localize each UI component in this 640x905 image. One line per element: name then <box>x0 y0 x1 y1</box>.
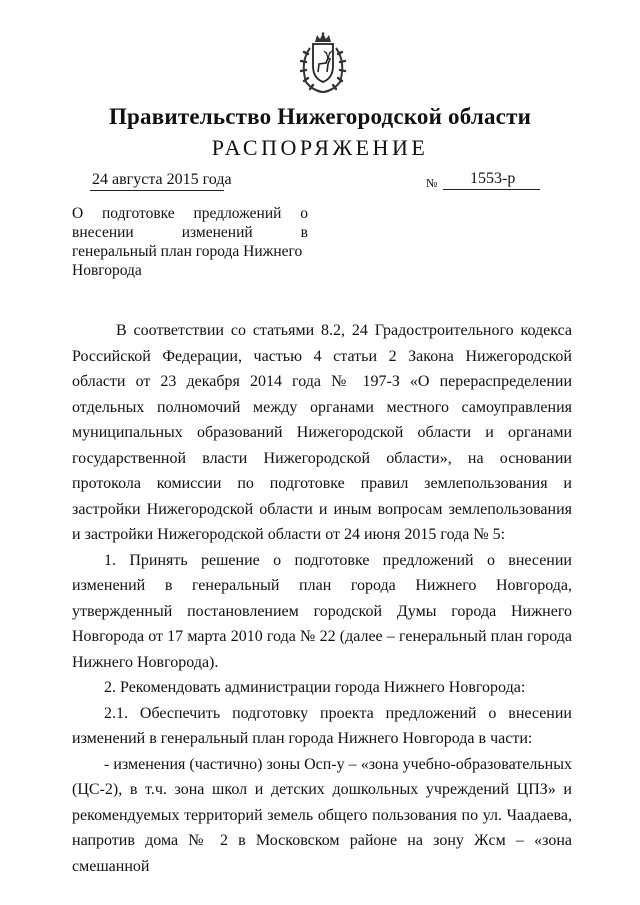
subject-line: Новгорода <box>72 262 142 279</box>
document-body <box>72 318 572 879</box>
item-2-1-paragraph: 2.1. Обеспечить подготовку проекта предложений о внесении изменений в генеральный план города Нижнего Новгорода в части: <box>72 704 572 747</box>
preamble-paragraph: В соответствии со статьями 8.2, 24 Градостроительного кодекса Российской Федерации, частью 4 статьи 2 Закона Нижегородской области от 23 декабря 2014 года № 197-З «О перераспределении отдельных полномочий между органами местного самоуправления муниципальных образований Нижегородской области и органами государственной власти Нижегородской области», на основании протокола комиссии по подготовке правил землепользования и застройки Нижегородской области и иным вопросам землепользования и застройки Нижегородской области от 24 июня 2015 года № 5: <box>72 322 572 543</box>
subject-line: генеральный план города Нижнего <box>72 243 303 260</box>
subject-line: внесении изменений в <box>72 224 308 241</box>
number-sign: № <box>426 176 438 190</box>
organization-title: Правительство Нижегородской области <box>108 104 532 129</box>
item-1-paragraph: 1. Принять решение о подготовке предложений о внесении изменений в генеральный план города Нижнего Новгорода, утвержденный постановлением городской Думы города Нижнего Новгорода от 17 марта 2010 года № 22 (далее – генеральный план города Нижнего Новгорода). <box>72 551 572 671</box>
document-subject <box>72 204 308 280</box>
item-2-paragraph: 2. Рекомендовать администрации города Нижнего Новгорода: <box>104 679 526 696</box>
number-underline <box>443 189 540 190</box>
subject-line: О подготовке предложений о <box>72 205 308 222</box>
coat-of-arms-icon <box>296 32 350 94</box>
document-type: РАСПОРЯЖЕНИЕ <box>211 135 429 160</box>
document-number: 1553-р <box>470 170 516 187</box>
document-date: 24 августа 2015 года <box>92 171 232 188</box>
date-underline <box>90 190 224 191</box>
bullet-paragraph: - изменения (частично) зоны Осп-у – «зона учебно-образовательных (ЦС-2), в т.ч. зона школ и детских дошкольных учреждений ЦПЗ» и рекомендуемых территорий земель общего пользования по ул. Чаадаева, напротив дома № 2 в Московском районе на зону Жсм – «зона смешанной <box>72 755 572 875</box>
